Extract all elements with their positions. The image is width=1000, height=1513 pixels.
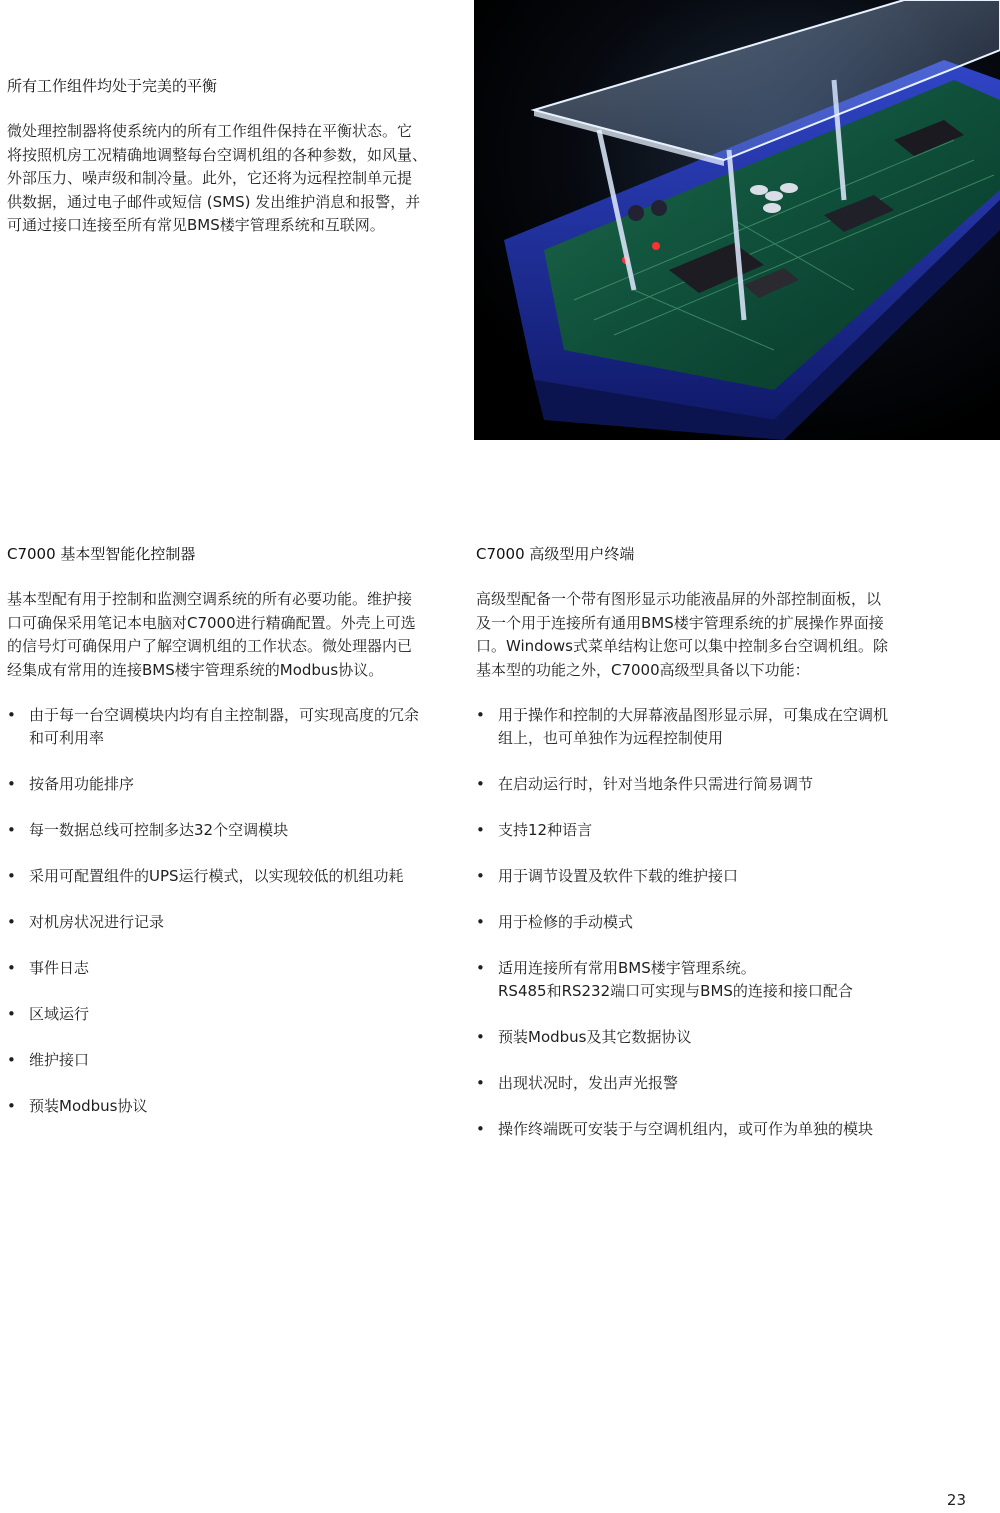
advanced-terminal-paragraph	[476, 588, 946, 682]
list-item	[7, 865, 467, 888]
advanced-terminal-heading: C7000 高级型用户终端	[476, 545, 635, 563]
list-item	[7, 1095, 467, 1118]
list-item-text: 事件日志	[29, 959, 90, 977]
bullet-icon: •	[7, 1051, 16, 1069]
bullet-icon: •	[476, 913, 485, 931]
bullet-icon: •	[7, 821, 16, 839]
bullet-icon: •	[476, 821, 485, 839]
intro-paragraph	[7, 120, 467, 238]
bullet-icon: •	[476, 1074, 485, 1092]
controller-board-photo	[474, 0, 1000, 440]
advanced-line: 及一个用于连接所有通用BMS楼宇管理系统的扩展操作界面接	[476, 613, 884, 632]
basic-line: 基本型配有用于控制和监测空调系统的所有必要功能。维护接	[7, 590, 413, 608]
list-item-text: 组上，也可单独作为远程控制使用	[498, 729, 724, 747]
list-item-text: 用于调节设置及软件下载的维护接口	[498, 867, 739, 885]
list-item-text: 对机房状况进行记录	[29, 913, 165, 931]
intro-line: 供数据，通过电子邮件或短信 (SMS) 发出维护消息和报警，并	[7, 192, 421, 211]
advanced-line: 高级型配备一个带有图形显示功能液晶屏的外部控制面板，以	[476, 590, 882, 608]
list-item	[7, 957, 467, 980]
advanced-feature-list	[476, 704, 946, 1164]
list-item	[476, 773, 946, 796]
bullet-icon: •	[7, 959, 16, 977]
list-item-text: 预装Modbus协议	[29, 1097, 148, 1115]
list-item	[7, 1003, 467, 1026]
basic-feature-list	[7, 704, 467, 1141]
list-item-text: 按备用功能排序	[29, 775, 135, 793]
list-item-text: 由于每一台空调模块内均有自主控制器，可实现高度的冗余	[29, 706, 420, 724]
bullet-icon: •	[476, 775, 485, 793]
intro-heading: 所有工作组件均处于完美的平衡	[7, 77, 218, 95]
list-item-text: 在启动运行时，针对当地条件只需进行简易调节	[498, 775, 814, 793]
list-item	[476, 1118, 946, 1141]
list-item-text: RS485和RS232端口可实现与BMS的连接和接口配合	[498, 982, 853, 1000]
list-item	[476, 1072, 946, 1095]
list-item-text: 操作终端既可安装于与空调机组内，或可作为单独的模块	[498, 1120, 874, 1138]
list-item-text: 用于检修的手动模式	[498, 913, 634, 931]
list-item-text: 适用连接所有常用BMS楼宇管理系统。	[498, 959, 756, 977]
bullet-icon: •	[7, 706, 16, 724]
advanced-line: 口。Windows式菜单结构让您可以集中控制多台空调机组。除	[476, 637, 888, 655]
list-item-text: 出现状况时，发出声光报警	[498, 1074, 679, 1092]
list-item	[7, 773, 467, 796]
basic-controller-heading: C7000 基本型智能化控制器	[7, 545, 196, 563]
bullet-icon: •	[7, 1097, 16, 1115]
intro-line: 外部压力、噪声级和制冷量。此外，它还将为远程控制单元提	[7, 169, 413, 187]
list-item-text: 用于操作和控制的大屏幕液晶图形显示屏，可集成在空调机	[498, 706, 889, 724]
list-item-text: 维护接口	[29, 1051, 90, 1069]
bullet-icon: •	[476, 1120, 485, 1138]
list-item	[476, 704, 946, 750]
intro-line: 可通过接口连接至所有常见BMS楼宇管理系统和互联网。	[7, 216, 385, 234]
list-item	[7, 819, 467, 842]
list-item	[7, 1049, 467, 1072]
advanced-line: 基本型的功能之外，C7000高级型具备以下功能：	[476, 660, 810, 679]
bullet-icon: •	[7, 913, 16, 931]
bullet-icon: •	[7, 775, 16, 793]
bullet-icon: •	[476, 959, 485, 977]
list-item-text: 区域运行	[29, 1005, 90, 1023]
circuit-board-illustration	[474, 0, 1000, 440]
basic-line: 经集成有常用的连接BMS楼宇管理系统的Modbus协议。	[7, 660, 384, 679]
bullet-icon: •	[7, 1005, 16, 1023]
list-item	[476, 865, 946, 888]
list-item	[476, 957, 946, 1003]
intro-line: 将按照机房工况精确地调整每台空调机组的各种参数，如风量、	[7, 145, 428, 164]
bullet-icon: •	[476, 1028, 485, 1046]
list-item-text: 和可利用率	[29, 729, 105, 747]
bullet-icon: •	[476, 867, 485, 885]
basic-line: 口可确保采用笔记本电脑对C7000进行精确配置。外壳上可选	[7, 613, 416, 632]
list-item	[476, 1026, 946, 1049]
list-item	[476, 911, 946, 934]
basic-controller-paragraph	[7, 588, 467, 682]
intro-line: 微处理控制器将使系统内的所有工作组件保持在平衡状态。它	[7, 122, 413, 140]
bullet-icon: •	[476, 706, 485, 724]
list-item	[476, 819, 946, 842]
list-item-text: 支持12种语言	[498, 821, 593, 839]
list-item-text: 每一数据总线可控制多达32个空调模块	[29, 821, 289, 839]
page-number: 23	[946, 1491, 966, 1509]
list-item	[7, 704, 467, 750]
basic-line: 的信号灯可确保用户了解空调机组的工作状态。微处理器内已	[7, 637, 413, 655]
list-item-text: 预装Modbus及其它数据协议	[498, 1028, 692, 1046]
bullet-icon: •	[7, 867, 16, 885]
list-item	[7, 911, 467, 934]
list-item-text: 采用可配置组件的UPS运行模式，以实现较低的机组功耗	[29, 867, 404, 885]
